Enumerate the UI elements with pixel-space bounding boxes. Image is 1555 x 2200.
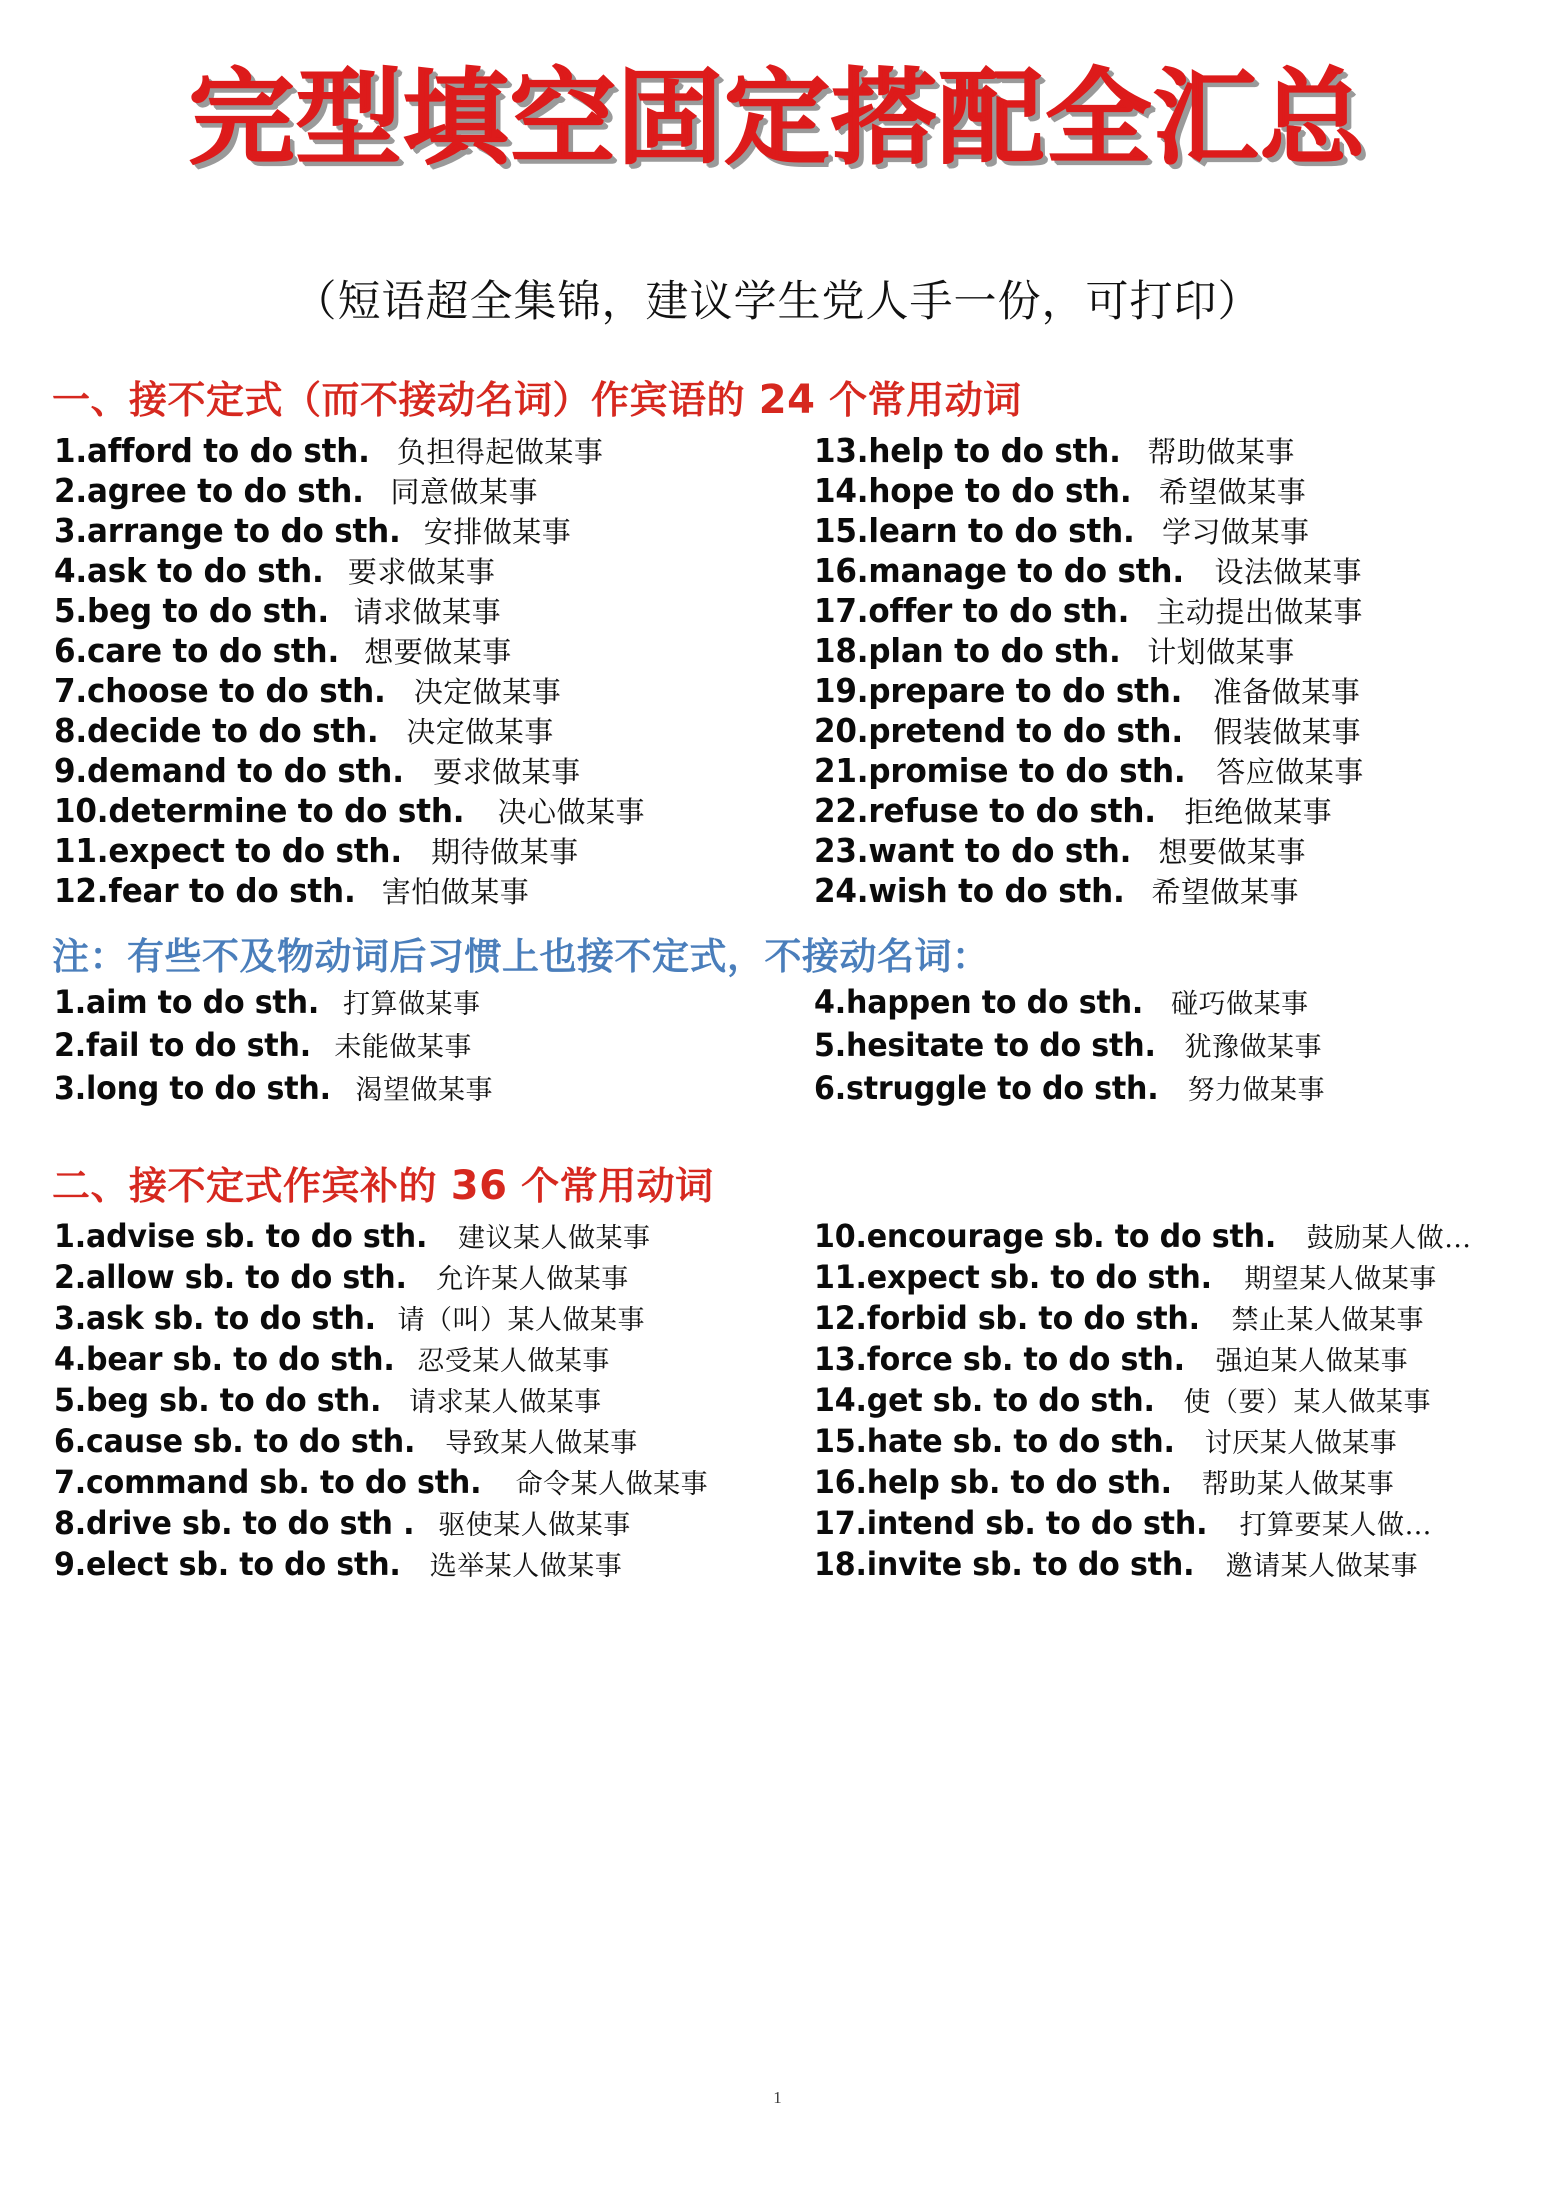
phrase-en: 5.beg to do sth.: [54, 591, 330, 630]
phrase-cn: 未能做某事: [334, 1032, 472, 1063]
section-two-right-column: [800, 1217, 1500, 1589]
list-item: [814, 983, 1500, 1029]
phrase-cn: 决定做某事: [406, 715, 554, 749]
phrase-en: 8.decide to do sth.: [54, 711, 379, 750]
phrase-en: 2.allow sb. to do sth.: [54, 1258, 407, 1296]
list-item: [54, 671, 800, 714]
phrase-cn: 害怕做某事: [381, 875, 530, 909]
note-right-column: [800, 983, 1500, 1115]
document-subtitle: （短语超全集锦，建议学生党人手一份，可打印）: [293, 277, 1262, 327]
list-item: [814, 671, 1500, 714]
phrase-cn: 要求做某事: [347, 555, 496, 589]
list-item: [54, 1381, 800, 1425]
section-two-left-column: [50, 1217, 800, 1589]
page-number: 1: [773, 2088, 782, 2107]
list-item: [54, 431, 800, 474]
phrase-en: 7.command sb. to do sth.: [54, 1463, 482, 1501]
list-item: [54, 1340, 800, 1384]
phrase-cn: 希望做某事: [1158, 475, 1307, 509]
section-two-prefix: 二、接不定式作宾补的: [52, 1163, 451, 1208]
phrase-en: 9.demand to do sth.: [54, 751, 404, 790]
phrase-cn: 拒绝做某事: [1184, 795, 1333, 829]
phrase-en: 1.advise sb. to do sth.: [54, 1217, 428, 1255]
list-item: [814, 431, 1500, 474]
phrase-cn: 允许某人做某事: [436, 1264, 629, 1295]
phrase-en: 11.expect sb. to do sth.: [814, 1258, 1212, 1296]
list-item: [814, 1299, 1500, 1343]
list-item: [54, 871, 800, 914]
list-item: [814, 1069, 1500, 1115]
phrase-en: 6.cause sb. to do sth.: [54, 1422, 416, 1460]
phrase-en: 18.plan to do sth.: [814, 631, 1121, 670]
list-item: [54, 1545, 800, 1589]
list-item: [54, 631, 800, 674]
phrase-en: 20.pretend to do sth.: [814, 711, 1183, 750]
phrase-cn: 鼓励某人做…: [1306, 1223, 1472, 1254]
list-item: [54, 791, 800, 834]
list-item: [54, 831, 800, 874]
phrase-en: 5.hesitate to do sth.: [814, 1026, 1156, 1064]
list-item: [54, 551, 800, 594]
list-item: [54, 983, 800, 1029]
list-item: [814, 511, 1500, 554]
phrase-cn: 假装做某事: [1213, 715, 1361, 749]
list-item: [814, 871, 1500, 914]
phrase-en: 21.promise to do sth.: [814, 751, 1186, 790]
phrase-en: 8.drive sb. to do sth .: [54, 1504, 415, 1542]
phrase-cn: 邀请某人做某事: [1225, 1551, 1419, 1582]
phrase-cn: 计划做某事: [1147, 635, 1295, 669]
phrase-cn: 同意做某事: [390, 475, 538, 509]
phrase-en: 15.hate sb. to do sth.: [814, 1422, 1175, 1460]
list-item: [54, 1504, 800, 1548]
section-two-suffix: 个常用动词: [507, 1163, 714, 1208]
list-item: [814, 1340, 1500, 1384]
phrase-en: 24.wish to do sth.: [814, 871, 1125, 910]
section-one-list: [50, 431, 1505, 914]
phrase-en: 11.expect to do sth.: [54, 831, 402, 870]
phrase-en: 13.help to do sth.: [814, 431, 1121, 470]
list-item: [814, 711, 1500, 754]
list-item: [814, 831, 1500, 874]
phrase-en: 3.arrange to do sth.: [54, 511, 401, 550]
phrase-cn: 帮助某人做某事: [1201, 1469, 1395, 1500]
phrase-en: 17.intend sb. to do sth.: [814, 1504, 1208, 1542]
section-one-left-column: [50, 431, 800, 914]
phrase-en: 7.choose to do sth.: [54, 671, 386, 710]
list-item: [54, 511, 800, 554]
phrase-cn: 期待做某事: [431, 835, 579, 869]
phrase-en: 3.ask sb. to do sth.: [54, 1299, 376, 1337]
list-item: [814, 471, 1500, 514]
phrase-cn: 请求某人做某事: [409, 1387, 602, 1418]
phrase-cn: 学习做某事: [1162, 515, 1310, 549]
section-one-count: 24: [758, 377, 816, 423]
phrase-en: 15.learn to do sth.: [814, 511, 1135, 550]
list-item: [54, 1026, 800, 1072]
phrase-cn: 导致某人做某事: [445, 1428, 638, 1459]
phrase-en: 2.fail to do sth.: [54, 1026, 311, 1064]
phrase-cn: 请（叫）某人做某事: [397, 1305, 645, 1336]
phrase-en: 14.get sb. to do sth.: [814, 1381, 1155, 1419]
list-item: [814, 631, 1500, 674]
phrase-en: 17.offer to do sth.: [814, 591, 1130, 630]
section-heading-one: [52, 369, 1505, 424]
section-one-prefix: 一、接不定式（而不接动名词）作宾语的: [52, 377, 759, 422]
list-item: [54, 1258, 800, 1302]
phrase-en: 1.afford to do sth.: [54, 431, 370, 470]
list-item: [814, 551, 1500, 594]
phrase-cn: 主动提出做某事: [1156, 595, 1363, 629]
phrase-cn: 命令某人做某事: [515, 1469, 709, 1500]
phrase-cn: 渴望做某事: [355, 1075, 494, 1106]
list-item: [814, 1258, 1500, 1302]
section-one-right-column: [800, 431, 1500, 914]
section-one-suffix: 个常用动词: [815, 377, 1022, 422]
list-item: [814, 791, 1500, 834]
phrase-en: 16.manage to do sth.: [814, 551, 1184, 590]
list-item: [54, 471, 800, 514]
list-item: [54, 1217, 800, 1261]
phrase-cn: 准备做某事: [1212, 675, 1361, 709]
list-item: [814, 1217, 1500, 1261]
section-two-count: 36: [450, 1163, 508, 1209]
phrase-cn: 期望某人做某事: [1244, 1264, 1437, 1295]
section-two-list: [50, 1217, 1505, 1589]
phrase-en: 16.help sb. to do sth.: [814, 1463, 1172, 1501]
list-item: [54, 1422, 800, 1466]
phrase-cn: 请求做某事: [353, 595, 502, 629]
list-item: [54, 751, 800, 794]
phrase-cn: 努力做某事: [1187, 1075, 1325, 1106]
phrase-en: 19.prepare to do sth.: [814, 671, 1183, 710]
phrase-cn: 选举某人做某事: [429, 1551, 623, 1582]
list-item: [814, 1463, 1500, 1507]
list-item: [814, 1545, 1500, 1589]
phrase-en: 5.beg sb. to do sth.: [54, 1381, 382, 1419]
phrase-en: 12.forbid sb. to do sth.: [814, 1299, 1200, 1337]
phrase-cn: 打算要某人做…: [1239, 1510, 1432, 1541]
phrase-en: 6.care to do sth.: [54, 631, 340, 670]
phrase-cn: 决定做某事: [413, 675, 562, 709]
phrase-cn: 建议某人做某事: [458, 1223, 651, 1254]
section-heading-two: [52, 1155, 1505, 1210]
phrase-en: 10.encourage sb. to do sth.: [814, 1217, 1277, 1255]
phrase-en: 18.invite sb. to do sth.: [814, 1545, 1195, 1583]
phrase-cn: 讨厌某人做某事: [1204, 1428, 1398, 1459]
phrase-en: 2.agree to do sth.: [54, 471, 364, 510]
phrase-cn: 强迫某人做某事: [1215, 1346, 1409, 1377]
phrase-cn: 答应做某事: [1216, 755, 1364, 789]
phrase-cn: 设法做某事: [1214, 555, 1363, 589]
phrase-cn: 使（要）某人做某事: [1183, 1387, 1432, 1418]
phrase-en: 10.determine to do sth.: [54, 791, 465, 830]
phrase-en: 1.aim to do sth.: [54, 983, 320, 1021]
list-item: [54, 1463, 800, 1507]
phrase-cn: 帮助做某事: [1147, 435, 1295, 469]
list-item: [54, 1299, 800, 1343]
phrase-en: 13.force sb. to do sth.: [814, 1340, 1185, 1378]
phrase-cn: 要求做某事: [433, 755, 581, 789]
phrase-cn: 驱使某人做某事: [438, 1510, 631, 1541]
phrase-en: 14.hope to do sth.: [814, 471, 1132, 510]
phrase-en: 4.happen to do sth.: [814, 983, 1144, 1021]
list-item: [54, 591, 800, 634]
phrase-en: 9.elect sb. to do sth.: [54, 1545, 401, 1583]
phrase-en: 6.struggle to do sth.: [814, 1069, 1159, 1107]
list-item: [814, 1504, 1500, 1548]
page-title: 完型填空固定搭配全汇总: [188, 57, 1367, 179]
phrase-en: 12.fear to do sth.: [54, 871, 356, 910]
phrase-cn: 犹豫做某事: [1184, 1032, 1322, 1063]
note-left-column: [50, 983, 800, 1115]
list-item: [54, 1069, 800, 1115]
title-banner: [50, 0, 1505, 190]
phrase-en: 4.ask to do sth.: [54, 551, 324, 590]
phrase-cn: 想要做某事: [1158, 835, 1307, 869]
note-heading: 注：有些不及物动词后习惯上也接不定式，不接动名词：: [52, 934, 990, 978]
phrase-en: 3.long to do sth.: [54, 1069, 331, 1107]
phrase-en: 22.refuse to do sth.: [814, 791, 1156, 830]
phrase-cn: 希望做某事: [1151, 875, 1299, 909]
phrase-cn: 忍受某人做某事: [417, 1346, 610, 1377]
list-item: [54, 711, 800, 754]
list-item: [814, 591, 1500, 634]
list-item: [814, 1026, 1500, 1072]
phrase-cn: 负担得起做某事: [396, 435, 604, 469]
phrase-cn: 安排做某事: [423, 515, 572, 549]
note-list: [50, 983, 1505, 1115]
phrase-en: 23.want to do sth.: [814, 831, 1132, 870]
list-item: [814, 751, 1500, 794]
phrase-cn: 决心做某事: [497, 795, 646, 829]
phrase-cn: 想要做某事: [364, 635, 512, 669]
phrase-en: 4.bear sb. to do sth.: [54, 1340, 395, 1378]
phrase-cn: 碰巧做某事: [1171, 989, 1309, 1020]
phrase-cn: 打算做某事: [343, 989, 481, 1020]
list-item: [814, 1422, 1500, 1466]
phrase-cn: 禁止某人做某事: [1231, 1305, 1424, 1336]
list-item: [814, 1381, 1500, 1425]
